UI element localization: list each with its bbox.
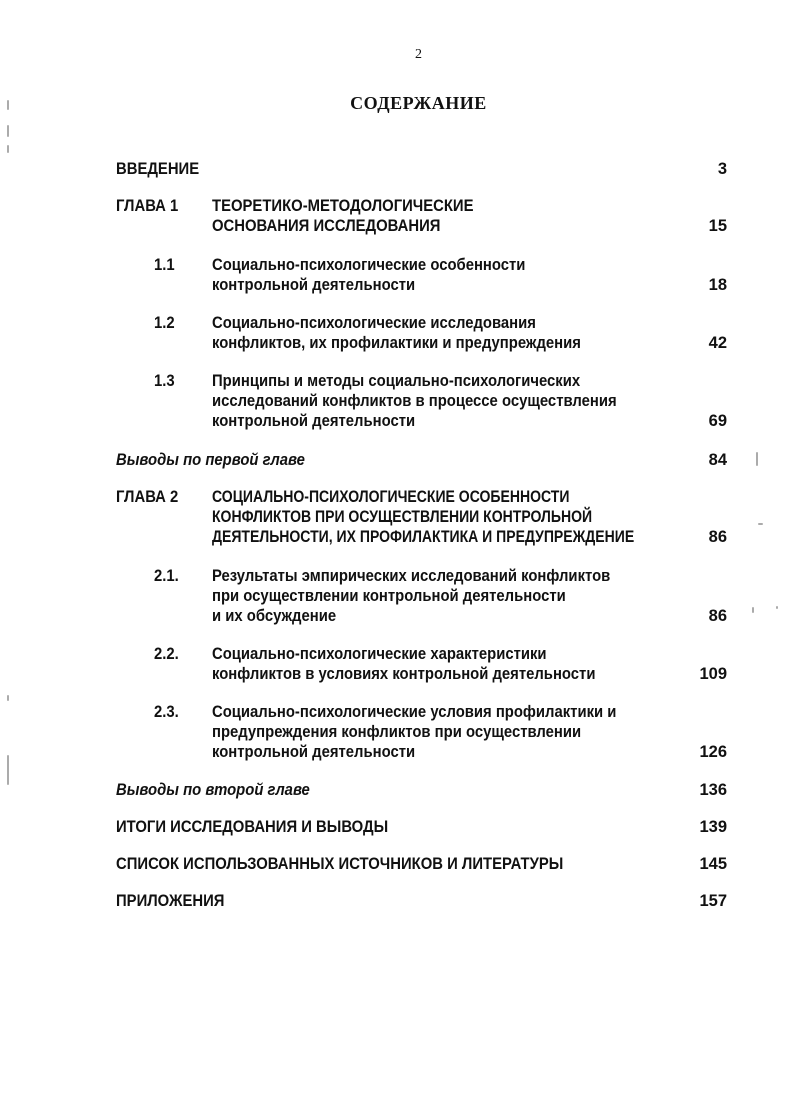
- toc-entry-section-1-3: [0, 371, 797, 431]
- toc-entry-page: 157: [699, 892, 727, 910]
- toc-entry-label: Выводы по второй главе: [116, 781, 310, 799]
- toc-entry-label: 2.2.: [154, 645, 179, 663]
- toc-entry-page: 84: [708, 451, 727, 469]
- toc-title-line: Социально-психологические особенности: [212, 256, 526, 274]
- toc-entry-label: 1.3: [154, 372, 175, 390]
- toc-title-line: КОНФЛИКТОВ ПРИ ОСУЩЕСТВЛЕНИИ КОНТРОЛЬНОЙ: [212, 508, 593, 526]
- toc-entry-page: 86: [708, 528, 727, 546]
- toc-entry-conclusions-2: [0, 780, 797, 800]
- toc-entry-page: 126: [699, 743, 727, 761]
- toc-entry-page: 15: [708, 217, 727, 235]
- toc-entry-label: СПИСОК ИСПОЛЬЗОВАННЫХ ИСТОЧНИКОВ И ЛИТЕРАТУРЫ: [116, 855, 564, 873]
- toc-entry-page: 69: [708, 412, 727, 430]
- toc-entry-page: 86: [708, 607, 727, 625]
- toc-entry-title: [212, 255, 640, 295]
- toc-entry-appendix: [0, 891, 797, 911]
- toc-entry-label: 1.1: [154, 256, 175, 274]
- toc-title-line: Социально-психологические условия профилактики и: [212, 703, 617, 721]
- toc-entry-intro: [0, 159, 797, 179]
- scan-artifact: [7, 145, 9, 153]
- toc-entry-sources: [0, 854, 797, 874]
- toc-title-line: Результаты эмпирических исследований конфликтов: [212, 567, 611, 585]
- toc-entry-page: 136: [699, 781, 727, 799]
- toc-title-line: конфликтов в условиях контрольной деятельности: [212, 665, 596, 683]
- toc-entry-label: ПРИЛОЖЕНИЯ: [116, 892, 225, 910]
- toc-entry-conclusions-1: [0, 450, 797, 470]
- toc-entry-page: 42: [708, 334, 727, 352]
- toc-title-line: контрольной деятельности: [212, 743, 416, 761]
- toc-entry-label: Выводы по первой главе: [116, 451, 305, 469]
- toc-entry-title: [212, 313, 640, 353]
- toc-entry-title: [212, 196, 640, 236]
- toc-entry-title: [212, 644, 640, 684]
- scan-artifact: [752, 607, 754, 613]
- toc-entry-page: 3: [717, 160, 727, 178]
- scan-artifact: [756, 452, 758, 466]
- scan-artifact: [7, 100, 9, 110]
- toc-entry-title: [212, 371, 640, 431]
- toc-title-line: ТЕОРЕТИКО-МЕТОДОЛОГИЧЕСКИЕ: [212, 197, 474, 215]
- toc-title-line: контрольной деятельности: [212, 276, 416, 294]
- toc-entry-section-1-2: [0, 313, 797, 353]
- toc-title-line: и их обсуждение: [212, 607, 337, 625]
- toc-entry-page: 139: [699, 818, 727, 836]
- toc-entry-section-2-1: [0, 566, 797, 626]
- toc-title-line: Социально-психологические исследования: [212, 314, 536, 332]
- toc-title-line: предупреждения конфликтов при осуществлении: [212, 723, 582, 741]
- scan-artifact: [7, 755, 9, 785]
- scan-artifact: [776, 606, 778, 609]
- toc-entry-label: ГЛАВА 1: [116, 197, 179, 215]
- toc-entry-page: 145: [699, 855, 727, 873]
- toc-title-line: конфликтов, их профилактики и предупреждения: [212, 334, 581, 352]
- toc-title-line: ОСНОВАНИЯ ИССЛЕДОВАНИЯ: [212, 217, 441, 235]
- toc-entry-label: ВВЕДЕНИЕ: [116, 160, 200, 178]
- toc-title-line: Принципы и методы социально-психологических: [212, 372, 581, 390]
- toc-entry-label: ГЛАВА 2: [116, 488, 179, 506]
- toc-entry-section-2-2: [0, 644, 797, 684]
- toc-title-line: СОЦИАЛЬНО-ПСИХОЛОГИЧЕСКИЕ ОСОБЕННОСТИ: [212, 488, 570, 506]
- scan-artifact: [758, 523, 763, 525]
- toc-entry-chapter-1: [0, 196, 797, 236]
- toc-entry-label: 2.3.: [154, 703, 179, 721]
- toc-entry-title: [212, 566, 640, 626]
- toc-title-line: ДЕЯТЕЛЬНОСТИ, ИХ ПРОФИЛАКТИКА И ПРЕДУПРЕЖДЕНИЕ: [212, 528, 635, 546]
- toc-title-line: при осуществлении контрольной деятельности: [212, 587, 566, 605]
- toc-entry-label: ИТОГИ ИССЛЕДОВАНИЯ И ВЫВОДЫ: [116, 818, 389, 836]
- toc-title-line: контрольной деятельности: [212, 412, 416, 430]
- toc-entry-section-2-3: [0, 702, 797, 762]
- page-title: СОДЕРЖАНИЕ: [350, 93, 487, 113]
- toc-entry-label: 2.1.: [154, 567, 179, 585]
- toc-entry-title: [212, 702, 640, 762]
- scan-artifact: [7, 125, 9, 137]
- toc-entry-page: 18: [708, 276, 727, 294]
- toc-title-line: исследований конфликтов в процессе осуществления: [212, 392, 617, 410]
- toc-entry-page: 109: [699, 665, 727, 683]
- toc-entry-label: 1.2: [154, 314, 175, 332]
- scan-artifact: [7, 695, 9, 701]
- toc-entry-title: [212, 487, 688, 547]
- page-number: 2: [415, 47, 422, 62]
- toc-entry-chapter-2: [0, 487, 797, 547]
- toc-title-line: Социально-психологические характеристики: [212, 645, 547, 663]
- toc-entry-results: [0, 817, 797, 837]
- toc-entry-section-1-1: [0, 255, 797, 295]
